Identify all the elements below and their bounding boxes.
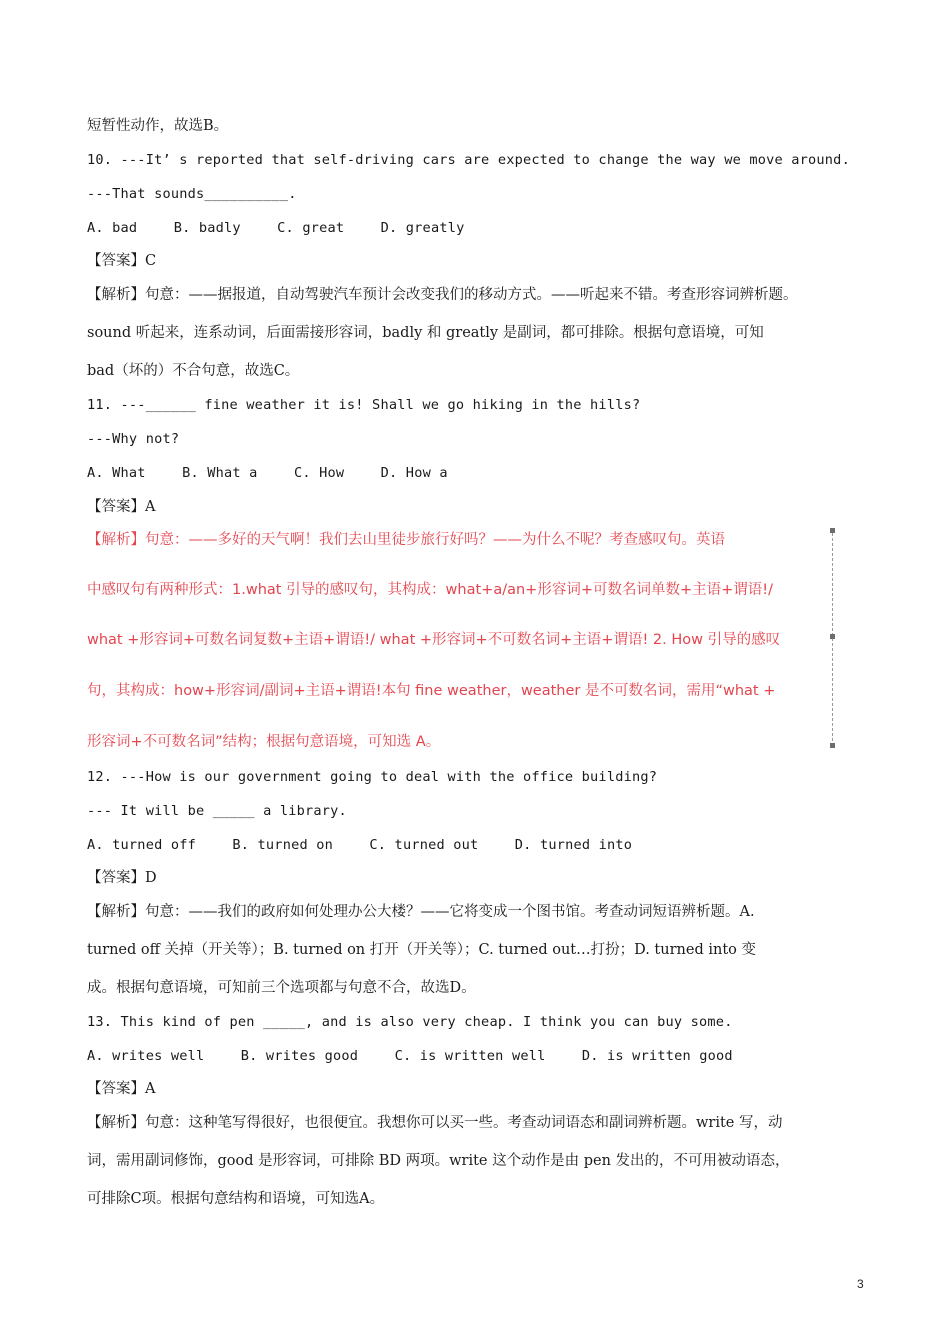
- question-12-reply: --- It will be _____ a library.: [87, 803, 347, 819]
- text-line: 短暂性动作，故选B。: [87, 118, 229, 134]
- option-b: B. turned on: [232, 837, 334, 853]
- answer-11: 【答案】A: [87, 499, 156, 515]
- question-11-reply: ---Why not?: [87, 431, 180, 447]
- explanation-11-line: 【解析】句意：——多好的天气啊！我们去山里徒步旅行好吗？——为什么不呢？考查感叹句。英语: [87, 532, 725, 548]
- question-10-options: [87, 218, 890, 238]
- explanation-10-line: sound 听起来，连系动词，后面需接形容词，badly 和 greatly 是副词，都可排除。根据句意语境，可知: [87, 325, 764, 341]
- option-c: C. How: [293, 465, 345, 481]
- explanation-13-line: 词，需用副词修饰，good 是形容词，可排除 BD 两项。write 这个动作是由 pen 发出的，不可用被动语态，: [87, 1153, 790, 1169]
- option-c: C. is written well: [394, 1048, 546, 1064]
- option-a: A. writes well: [87, 1048, 205, 1064]
- option-a: A. What: [87, 465, 146, 481]
- explanation-13-line: 可排除C项。根据句意结构和语境，可知选A。: [87, 1191, 385, 1207]
- option-d: D. turned into: [514, 837, 633, 853]
- option-b: B. What a: [182, 465, 258, 481]
- explanation-11-line: what +形容词+可数名词复数+主语+谓语!/ what +形容词+不可数名词+主语+谓语! 2. How 引导的感叹: [87, 632, 781, 648]
- explanation-10-line: 【解析】句意：——据报道，自动驾驶汽车预计会改变我们的移动方式。——听起来不错。考查形容词辨析题。: [87, 287, 798, 303]
- question-11-options: [87, 463, 890, 483]
- question-13-options: [87, 1046, 890, 1066]
- explanation-11-line: 形容词+不可数名词”结构；根据句意语境，可知选 A。: [87, 734, 441, 750]
- question-11: 11. ---______ fine weather it is! Shall we go hiking in the hills?: [87, 397, 641, 413]
- option-a: A. turned off: [87, 837, 196, 853]
- explanation-12-line: turned off 关掉（开关等）；B. turned on 打开（开关等）；C. turned out…打扮；D. turned into 变: [87, 942, 756, 958]
- question-10-reply: ---That sounds__________.: [87, 186, 297, 202]
- question-10: 10. ---It’ s reported that self-driving cars are expected to change the way we move around.: [87, 152, 850, 168]
- option-c: C. great: [277, 220, 345, 236]
- explanation-10-line: bad（坏的）不合句意，故选C。: [87, 363, 300, 379]
- option-b: B. writes good: [240, 1048, 359, 1064]
- question-12-options: [87, 835, 890, 855]
- explanation-12-line: 成。根据句意语境，可知前三个选项都与句意不合，故选D。: [87, 980, 476, 996]
- explanation-12-line: 【解析】句意：——我们的政府如何处理办公大楼？——它将变成一个图书馆。考查动词短语辨析题。A.: [87, 904, 755, 920]
- explanation-11-line: 中感叹句有两种形式：1.what 引导的感叹句，其构成：what+a/an+形容词+可数名词单数+主语+谓语!/: [87, 582, 773, 598]
- option-d: D. greatly: [380, 220, 465, 236]
- page-number: 3: [857, 1277, 864, 1291]
- option-d: D. How a: [380, 465, 448, 481]
- question-13: 13. This kind of pen _____, and is also very cheap. I think you can buy some.: [87, 1014, 733, 1030]
- answer-13: 【答案】A: [87, 1081, 156, 1097]
- option-d: D. is written good: [581, 1048, 733, 1064]
- answer-10: 【答案】C: [87, 253, 157, 269]
- explanation-11-line: 句，其构成：how+形容词/副词+主语+谓语!本句 fine weather，weather 是不可数名词，需用“what +: [87, 683, 776, 699]
- option-b: B. badly: [173, 220, 241, 236]
- answer-12: 【答案】D: [87, 870, 157, 886]
- explanation-13-line: 【解析】句意：这种笔写得很好，也很便宜。我想你可以买一些。考查动词语态和副词辨析题。write 写，动: [87, 1115, 783, 1131]
- question-12: 12. ---How is our government going to deal with the office building?: [87, 769, 658, 785]
- option-c: C. turned out: [369, 837, 479, 853]
- option-a: A. bad: [87, 220, 138, 236]
